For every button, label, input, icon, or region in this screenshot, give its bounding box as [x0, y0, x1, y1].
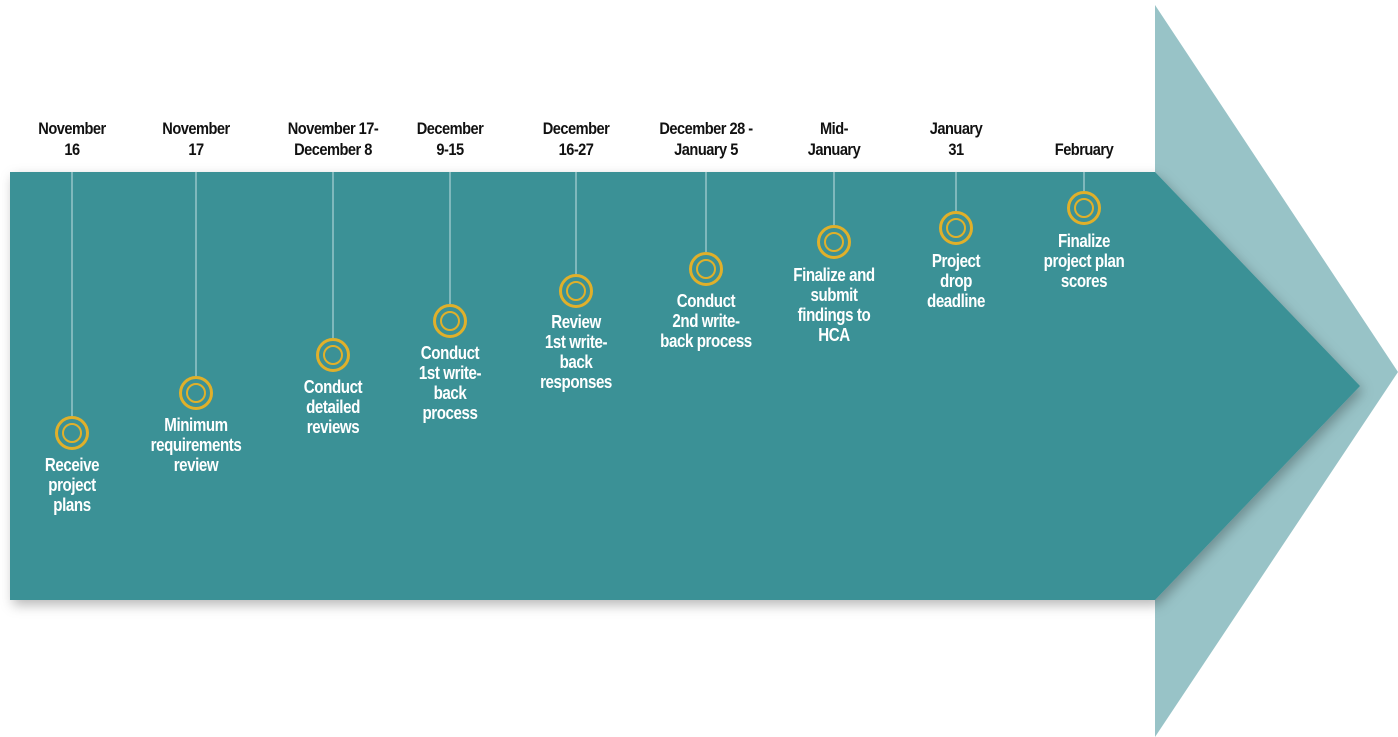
milestone-date-line: Mid- [820, 119, 848, 138]
milestone-step-line: Conduct [303, 377, 363, 397]
milestone-date-line: January [929, 119, 983, 138]
milestone-date-line: December [416, 119, 484, 138]
milestone-step-line: review [173, 455, 219, 475]
milestone-step [13, 455, 131, 515]
milestone-step-line: plans [53, 495, 91, 515]
milestone-step-line: Receive [44, 455, 100, 475]
milestone-step-line: deadline [927, 291, 985, 311]
milestone-connector [1083, 172, 1085, 191]
milestone-connector [71, 172, 73, 416]
milestone-step-line: Conduct [676, 291, 736, 311]
milestone-marker-icon [689, 252, 723, 286]
milestone-date-line: December 8 [294, 140, 372, 159]
milestone-step-line: drop [940, 271, 972, 291]
milestone-connector [833, 172, 835, 225]
milestone-step [1025, 231, 1143, 291]
milestone-marker-icon [559, 274, 593, 308]
milestone-step-line: submit [810, 285, 858, 305]
milestone-step [775, 265, 893, 345]
milestone-date [136, 118, 256, 160]
milestone-date [516, 118, 636, 160]
milestone-step-line: requirements [150, 435, 242, 455]
milestone-connector [575, 172, 577, 274]
milestone-marker-icon [433, 304, 467, 338]
milestone-step-line: Minimum [164, 415, 228, 435]
milestone-step-line: Project [931, 251, 981, 271]
milestone-step-line: project plan [1043, 251, 1125, 271]
milestone-step [897, 251, 1015, 311]
milestone-step [517, 312, 635, 392]
milestone-step-line: back process [660, 331, 752, 351]
milestone-date [273, 118, 393, 160]
milestone-step-line: 2nd write- [672, 311, 740, 331]
milestone-step-line: process [422, 403, 478, 423]
milestone-date [1024, 139, 1144, 160]
milestone-step [391, 343, 509, 423]
milestone-date-line: November [162, 119, 230, 138]
milestone-marker-icon [55, 416, 89, 450]
milestone-date [12, 118, 132, 160]
milestone-connector [195, 172, 197, 376]
milestone-date-line: 16-27 [558, 140, 594, 159]
milestone-step-line: back [433, 383, 467, 403]
milestone-date-line: 31 [948, 140, 964, 159]
milestone-date [896, 118, 1016, 160]
milestone-date-line: November 17- [287, 119, 379, 138]
milestone-step-line: project [48, 475, 96, 495]
milestone-date [646, 118, 766, 160]
arrow-body [10, 172, 1360, 600]
milestone-date-line: December 28 - [659, 119, 753, 138]
milestone-date-line: February [1054, 140, 1114, 159]
milestone-step-line: Review [551, 312, 601, 332]
milestone-date-line: November [38, 119, 106, 138]
milestone-connector [449, 172, 451, 304]
milestone-date [390, 118, 510, 160]
milestone-step-line: 1st write- [544, 332, 608, 352]
milestone-step-line: Finalize [1057, 231, 1111, 251]
milestone-marker-icon [179, 376, 213, 410]
milestone-step-line: Conduct [420, 343, 480, 363]
milestone-connector [705, 172, 707, 252]
milestone-step-line: detailed [306, 397, 360, 417]
milestone-step-line: reviews [306, 417, 360, 437]
milestone-date-line: January 5 [674, 140, 738, 159]
milestone-marker-icon [1067, 191, 1101, 225]
milestone-step-line: findings to [797, 305, 871, 325]
milestone-date [774, 118, 894, 160]
milestone-step [647, 291, 765, 351]
milestone-step-line: Finalize and [793, 265, 875, 285]
milestone-date-line: December [542, 119, 610, 138]
milestone-date-line: January [807, 140, 861, 159]
milestone-step-line: 1st write- [418, 363, 482, 383]
milestone-connector [332, 172, 334, 338]
milestone-step-line: back [559, 352, 593, 372]
milestone-date-line: 9-15 [436, 140, 464, 159]
milestone-step [274, 377, 392, 437]
milestone-marker-icon [817, 225, 851, 259]
milestone-date-line: 16 [64, 140, 80, 159]
milestone-marker-icon [939, 211, 973, 245]
milestone-date-line: 17 [188, 140, 204, 159]
milestone-connector [955, 172, 957, 211]
milestone-step-line: scores [1060, 271, 1108, 291]
milestone-step-line: responses [540, 372, 612, 392]
milestone-marker-icon [316, 338, 350, 372]
milestone-step [137, 415, 255, 475]
milestone-step-line: HCA [818, 325, 850, 345]
